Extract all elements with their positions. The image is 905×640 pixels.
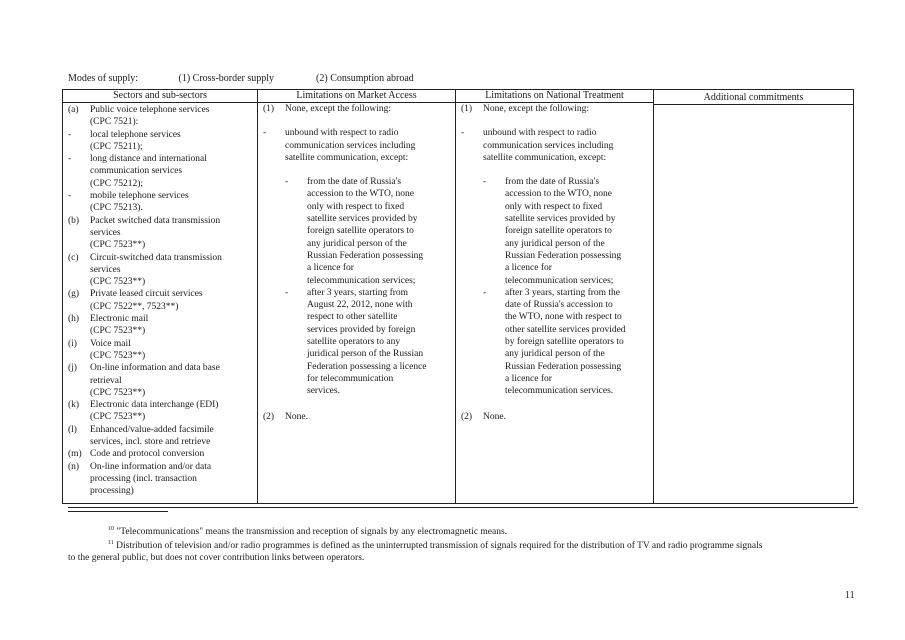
sector-line bbox=[68, 165, 254, 177]
footnote-10-number: 10 bbox=[108, 525, 114, 532]
text-line: from the date of Russia's bbox=[505, 177, 600, 188]
sector-line bbox=[68, 350, 254, 362]
mode-2-label: (2) bbox=[263, 411, 275, 422]
text-line: telecommunication services; bbox=[307, 275, 416, 286]
text-line: telecommunication services; bbox=[505, 275, 614, 286]
page-number: 11 bbox=[845, 590, 855, 601]
sector-text: communication services bbox=[90, 166, 183, 177]
text-line: a licence for bbox=[505, 373, 552, 384]
header-sectors: Sectors and sub-sectors bbox=[63, 90, 257, 103]
sector-text: (CPC 7523**) bbox=[90, 412, 146, 423]
sector-text: processing) bbox=[90, 486, 134, 497]
sector-label bbox=[68, 387, 90, 399]
header-additional-commitments: Additional commitments bbox=[654, 92, 853, 105]
sector-label bbox=[68, 473, 90, 485]
text-line: only with respect to fixed bbox=[505, 201, 603, 212]
sector-label: (a) bbox=[68, 105, 79, 115]
sector-line bbox=[68, 387, 254, 399]
sector-text: Electronic mail bbox=[90, 314, 149, 325]
sector-line bbox=[68, 436, 254, 448]
header-national-treatment: Limitations on National Treatment bbox=[456, 90, 653, 103]
text-line: foreign satellite operators to bbox=[307, 226, 414, 237]
market-unbound bbox=[285, 127, 453, 164]
col-divider bbox=[455, 90, 456, 503]
sector-text: Voice mail bbox=[90, 338, 131, 349]
sector-label: (j) bbox=[68, 363, 77, 374]
sector-label: (l) bbox=[68, 424, 77, 435]
sector-line bbox=[68, 362, 254, 374]
mode-1-label: (1) bbox=[461, 104, 473, 114]
text-line: from the date of Russia's bbox=[307, 177, 402, 188]
sector-label: - bbox=[68, 154, 72, 165]
sector-text: Packet switched data transmission bbox=[90, 215, 221, 226]
col-divider bbox=[653, 90, 654, 503]
text-line: Russian Federation possessing bbox=[505, 250, 622, 261]
text-line: any juridical person of the bbox=[505, 349, 605, 360]
sector-text: (CPC 75211); bbox=[90, 141, 143, 152]
sector-line bbox=[68, 141, 254, 153]
sector-label: (h) bbox=[68, 314, 80, 325]
sector-label: (i) bbox=[68, 338, 77, 349]
sector-text: processing (incl. transaction bbox=[90, 473, 197, 484]
sector-text: Electronic data interchange (EDI) bbox=[90, 400, 219, 411]
sector-label bbox=[68, 350, 90, 362]
sector-label bbox=[68, 485, 90, 497]
sector-text: On-line information and/or data bbox=[90, 461, 212, 472]
text-line: communication services including bbox=[483, 140, 614, 151]
market-sub1 bbox=[307, 176, 453, 287]
national-sub2 bbox=[505, 287, 651, 398]
sector-text: On-line information and data base bbox=[90, 363, 220, 374]
sector-label bbox=[68, 264, 90, 276]
text-line: respect to other satellite bbox=[307, 312, 398, 323]
sector-label bbox=[68, 165, 90, 177]
sector-line bbox=[68, 202, 254, 214]
sector-text: Circuit-switched data transmission bbox=[90, 252, 222, 263]
sector-line bbox=[68, 375, 254, 387]
sector-label: (c) bbox=[68, 252, 79, 263]
text-line: after 3 years, starting from bbox=[307, 287, 409, 298]
text-line: unbound with respect to radio bbox=[285, 128, 399, 139]
sector-text: Public voice telephone services bbox=[90, 105, 210, 115]
mode-2: (2) Consumption abroad bbox=[316, 73, 414, 84]
sector-line bbox=[68, 325, 254, 337]
text-line: satellite services provided by bbox=[505, 214, 616, 225]
text-line: any juridical person of the bbox=[307, 238, 407, 249]
text-line: for telecommunication bbox=[307, 373, 394, 384]
text-line: the WTO, none with respect to bbox=[505, 312, 622, 323]
sector-label: - bbox=[68, 129, 72, 140]
modes-of-supply bbox=[68, 73, 414, 84]
sector-line bbox=[68, 190, 254, 202]
mode-1-label: (1) bbox=[263, 104, 275, 114]
text-line: by foreign satellite operators to bbox=[505, 337, 624, 348]
sector-line bbox=[68, 288, 254, 300]
schedule-table bbox=[62, 89, 854, 504]
mode-2-label: (2) bbox=[461, 411, 473, 422]
sector-label: (b) bbox=[68, 215, 80, 226]
col-divider bbox=[257, 90, 258, 503]
text-line: a licence for bbox=[505, 263, 552, 274]
sector-line bbox=[68, 215, 254, 227]
sectors-list bbox=[68, 104, 254, 498]
dash: - bbox=[285, 287, 289, 298]
sector-line bbox=[68, 448, 254, 460]
sector-text: Private leased circuit services bbox=[90, 289, 203, 300]
modes-label: Modes of supply: bbox=[68, 73, 138, 84]
sector-text: retrieval bbox=[90, 375, 122, 386]
sector-text: services bbox=[90, 227, 121, 238]
sector-line bbox=[68, 424, 254, 436]
sector-text: services, incl. store and retrieve bbox=[90, 437, 211, 448]
text-line: satellite services provided by bbox=[307, 214, 418, 225]
sector-line bbox=[68, 461, 254, 473]
footnote-11-text-a: Distribution of television and/or radio programmes is defined as the uninterrupted transmission of signals required for the distribution of TV and radio programme signals bbox=[116, 541, 763, 551]
text-line: a licence for bbox=[307, 263, 354, 274]
sector-text: (CPC 7523**) bbox=[90, 326, 146, 337]
sector-label bbox=[68, 227, 90, 239]
national-treatment-cell bbox=[461, 103, 651, 423]
sector-line bbox=[68, 129, 254, 141]
footnote-10-text: "Telecommunications" means the transmission and reception of signals by any electromagnetic means. bbox=[116, 527, 508, 537]
text-line: any juridical person of the bbox=[505, 238, 605, 249]
sector-text: (CPC 7523**) bbox=[90, 277, 146, 288]
text-line: Russian Federation possessing bbox=[307, 250, 424, 261]
footnote-rule-short bbox=[68, 511, 168, 512]
sector-line bbox=[68, 116, 254, 128]
sector-line bbox=[68, 338, 254, 350]
footnote-11-continued: to the general public, but does not cover contribution links between operators. bbox=[68, 553, 365, 563]
sector-line bbox=[68, 227, 254, 239]
sector-text: mobile telephone services bbox=[90, 191, 189, 202]
sector-label bbox=[68, 276, 90, 288]
text-line: Federation possessing a licence bbox=[307, 361, 427, 372]
sector-line bbox=[68, 485, 254, 497]
text-line: after 3 years, starting from the bbox=[505, 287, 621, 298]
text-line: satellite communication, except: bbox=[285, 152, 409, 163]
text-line: foreign satellite operators to bbox=[505, 226, 612, 237]
sector-line bbox=[68, 276, 254, 288]
sector-label bbox=[68, 116, 90, 128]
dash: - bbox=[483, 287, 487, 298]
sector-label bbox=[68, 141, 90, 153]
footnote-10 bbox=[108, 527, 507, 539]
header-market-access: Limitations on Market Access bbox=[258, 90, 455, 103]
text-line: only with respect to fixed bbox=[307, 201, 405, 212]
dash: - bbox=[461, 128, 465, 139]
text-line: services provided by foreign bbox=[307, 324, 416, 335]
sector-line bbox=[68, 411, 254, 423]
market-p2: None. bbox=[285, 411, 308, 422]
sector-line bbox=[68, 313, 254, 325]
sector-label bbox=[68, 178, 90, 190]
market-access-cell bbox=[263, 103, 453, 423]
sector-label bbox=[68, 202, 90, 214]
sector-line bbox=[68, 104, 254, 116]
sector-text: (CPC 7523**) bbox=[90, 350, 146, 361]
footnote-rule bbox=[68, 507, 858, 508]
sector-line bbox=[68, 473, 254, 485]
text-line: communication services including bbox=[285, 140, 416, 151]
text-line: accession to the WTO, none bbox=[307, 189, 415, 200]
text-line: unbound with respect to radio bbox=[483, 128, 597, 139]
dash: - bbox=[483, 177, 487, 188]
text-line: Russian Federation possessing bbox=[505, 361, 622, 372]
text-line: satellite communication, except: bbox=[483, 152, 607, 163]
sector-line bbox=[68, 178, 254, 190]
sector-text: (CPC 7523**) bbox=[90, 387, 146, 398]
sector-label bbox=[68, 301, 90, 313]
sector-label: (n) bbox=[68, 461, 80, 472]
footnote-11-number: 11 bbox=[108, 539, 114, 546]
sector-line bbox=[68, 153, 254, 165]
national-sub1 bbox=[505, 176, 651, 287]
sector-text: local telephone services bbox=[90, 129, 181, 140]
text-line: other satellite services provided bbox=[505, 324, 626, 335]
sector-text: (CPC 7521): bbox=[90, 117, 139, 128]
sector-label bbox=[68, 436, 90, 448]
sector-text: Code and protocol conversion bbox=[90, 449, 205, 460]
sector-label bbox=[68, 325, 90, 337]
mode-1: (1) Cross-border supply bbox=[178, 73, 275, 84]
dash: - bbox=[285, 177, 289, 188]
national-unbound bbox=[483, 127, 651, 164]
text-line: services. bbox=[307, 386, 340, 397]
sector-text: (CPC 7522**, 7523**) bbox=[90, 301, 179, 312]
sector-text: services bbox=[90, 264, 121, 275]
dash: - bbox=[263, 128, 267, 139]
text-line: satellite operators to any bbox=[307, 337, 401, 348]
sector-label: (k) bbox=[68, 400, 80, 411]
sector-label: (g) bbox=[68, 289, 80, 300]
text-line: telecommunication services. bbox=[505, 386, 614, 397]
sector-label: - bbox=[68, 191, 72, 202]
text-line: August 22, 2012, none with bbox=[307, 300, 413, 311]
sector-label bbox=[68, 411, 90, 423]
text-line: accession to the WTO, none bbox=[505, 189, 613, 200]
footnote-11 bbox=[108, 541, 868, 553]
sector-line bbox=[68, 399, 254, 411]
sector-line bbox=[68, 301, 254, 313]
market-p1: None, except the following: bbox=[285, 104, 392, 114]
sector-label bbox=[68, 239, 90, 251]
text-line: date of Russia's accession to bbox=[505, 300, 613, 311]
text-line: juridical person of the Russian bbox=[307, 349, 424, 360]
sector-text: Enhanced/value-added facsimile bbox=[90, 424, 214, 435]
sector-label: (m) bbox=[68, 449, 82, 460]
sector-text: (CPC 75213). bbox=[90, 203, 143, 214]
sector-text: long distance and international bbox=[90, 154, 207, 165]
sector-line bbox=[68, 252, 254, 264]
sector-text: (CPC 75212); bbox=[90, 178, 144, 189]
sector-text: (CPC 7523**) bbox=[90, 240, 146, 251]
sector-label bbox=[68, 375, 90, 387]
national-p1: None, except the following: bbox=[483, 104, 590, 114]
market-sub2 bbox=[307, 287, 453, 398]
sector-line bbox=[68, 264, 254, 276]
national-p2: None. bbox=[483, 411, 506, 422]
sector-line bbox=[68, 239, 254, 251]
